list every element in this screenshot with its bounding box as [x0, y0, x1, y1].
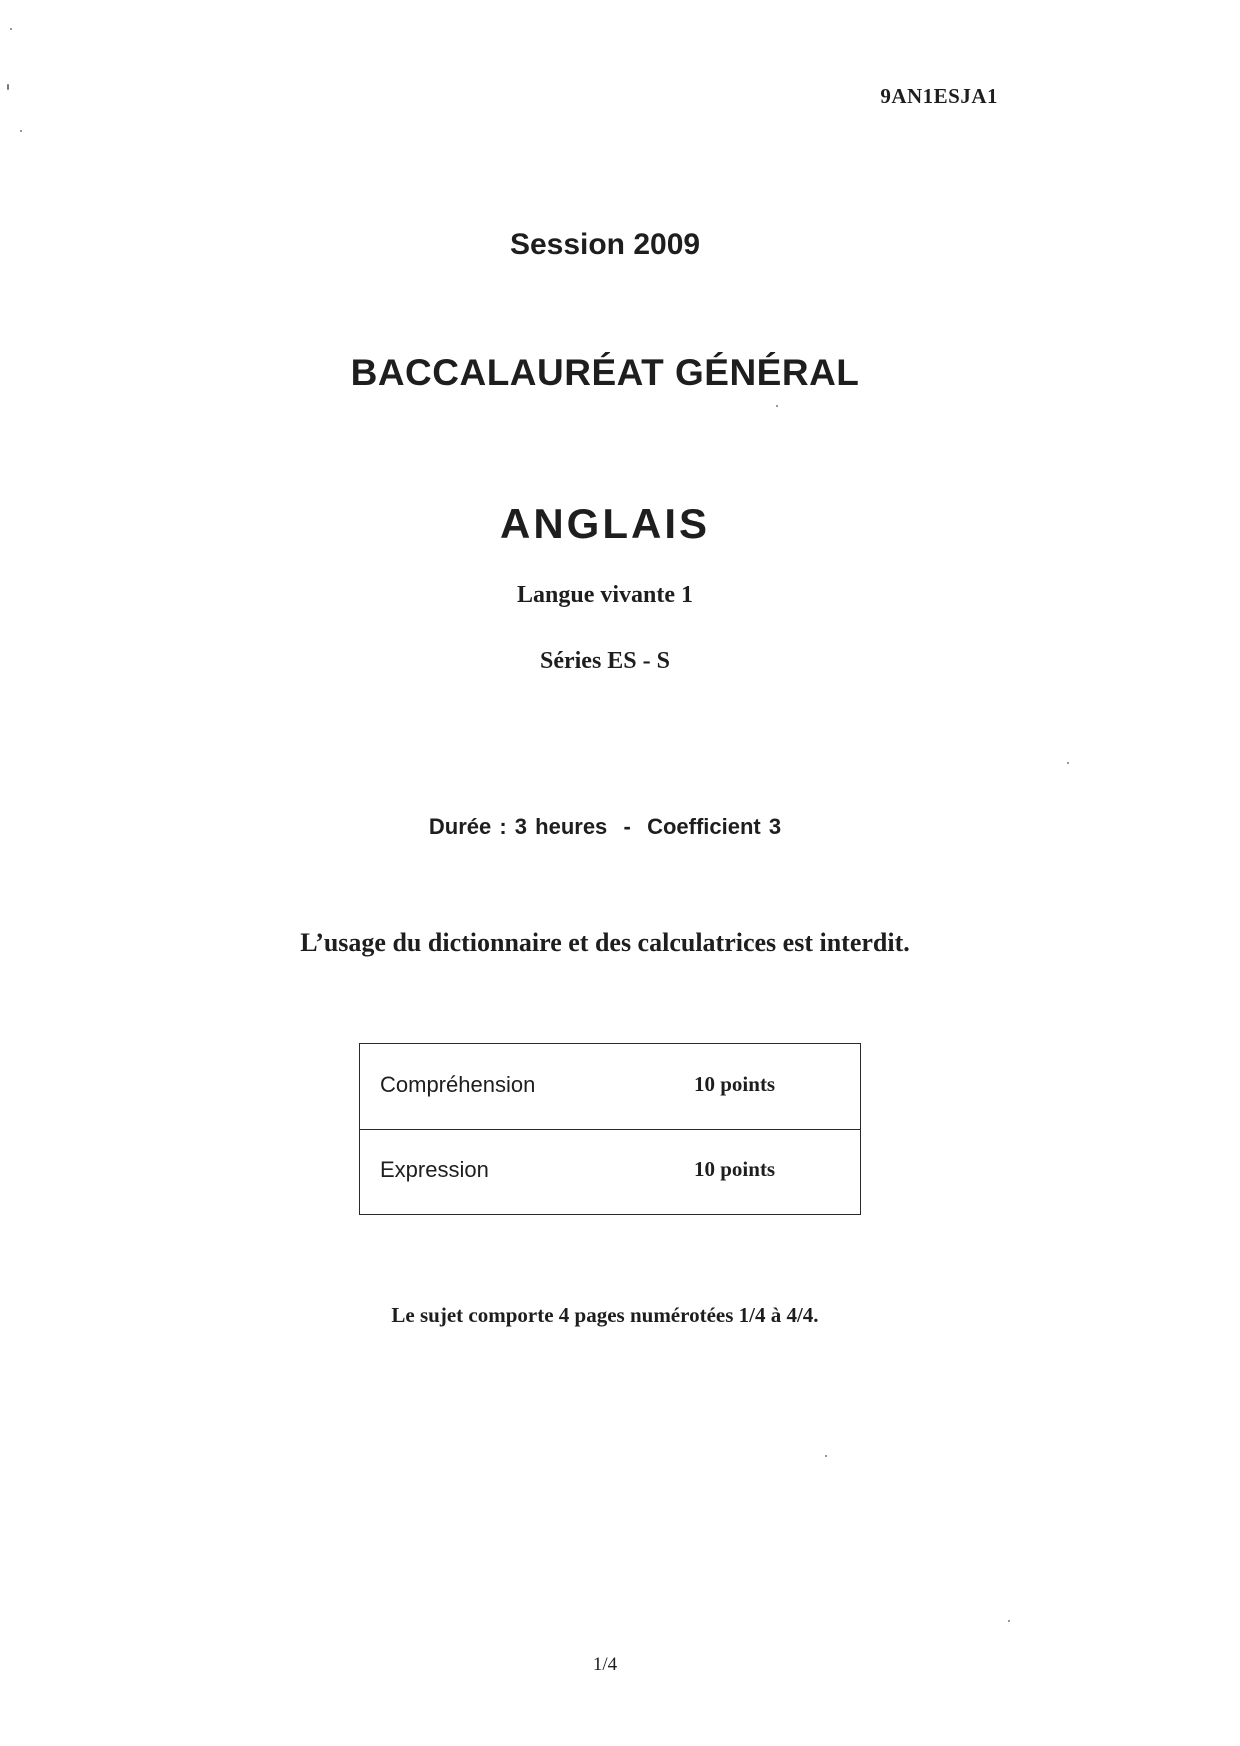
grading-table [359, 1043, 861, 1215]
grading-points: 10 points [694, 1157, 776, 1181]
langue-label: Langue vivante 1 [516, 582, 693, 608]
grading-label: Compréhension [380, 1072, 536, 1097]
grading-points: 10 points [694, 1072, 776, 1096]
grading-row [360, 1129, 860, 1214]
scan-speck [776, 405, 778, 407]
duration-coefficient: Durée : 3 heures - Coefficient 3 [428, 814, 782, 839]
document-code: 9AN1ESJA1 [880, 84, 998, 108]
grading-row [360, 1044, 860, 1130]
scan-speck [10, 28, 12, 30]
scan-speck [1008, 1620, 1010, 1622]
series-label: Séries ES - S [539, 648, 670, 674]
scan-speck [825, 1455, 827, 1457]
scan-speck [1067, 762, 1069, 764]
page-count-note: Le sujet comporte 4 pages numérotées 1/4 à 4/4. [391, 1303, 819, 1327]
session-heading: Session 2009 [509, 228, 701, 261]
exam-title: BACCALAURÉAT GÉNÉRAL [350, 352, 860, 393]
grading-label: Expression [380, 1157, 489, 1182]
scan-speck [20, 130, 22, 132]
subject-title: ANGLAIS [500, 500, 710, 547]
scan-speck [7, 84, 9, 90]
usage-notice: L’usage du dictionnaire et des calculatrices est interdit. [300, 928, 910, 957]
page-number: 1/4 [592, 1654, 618, 1675]
